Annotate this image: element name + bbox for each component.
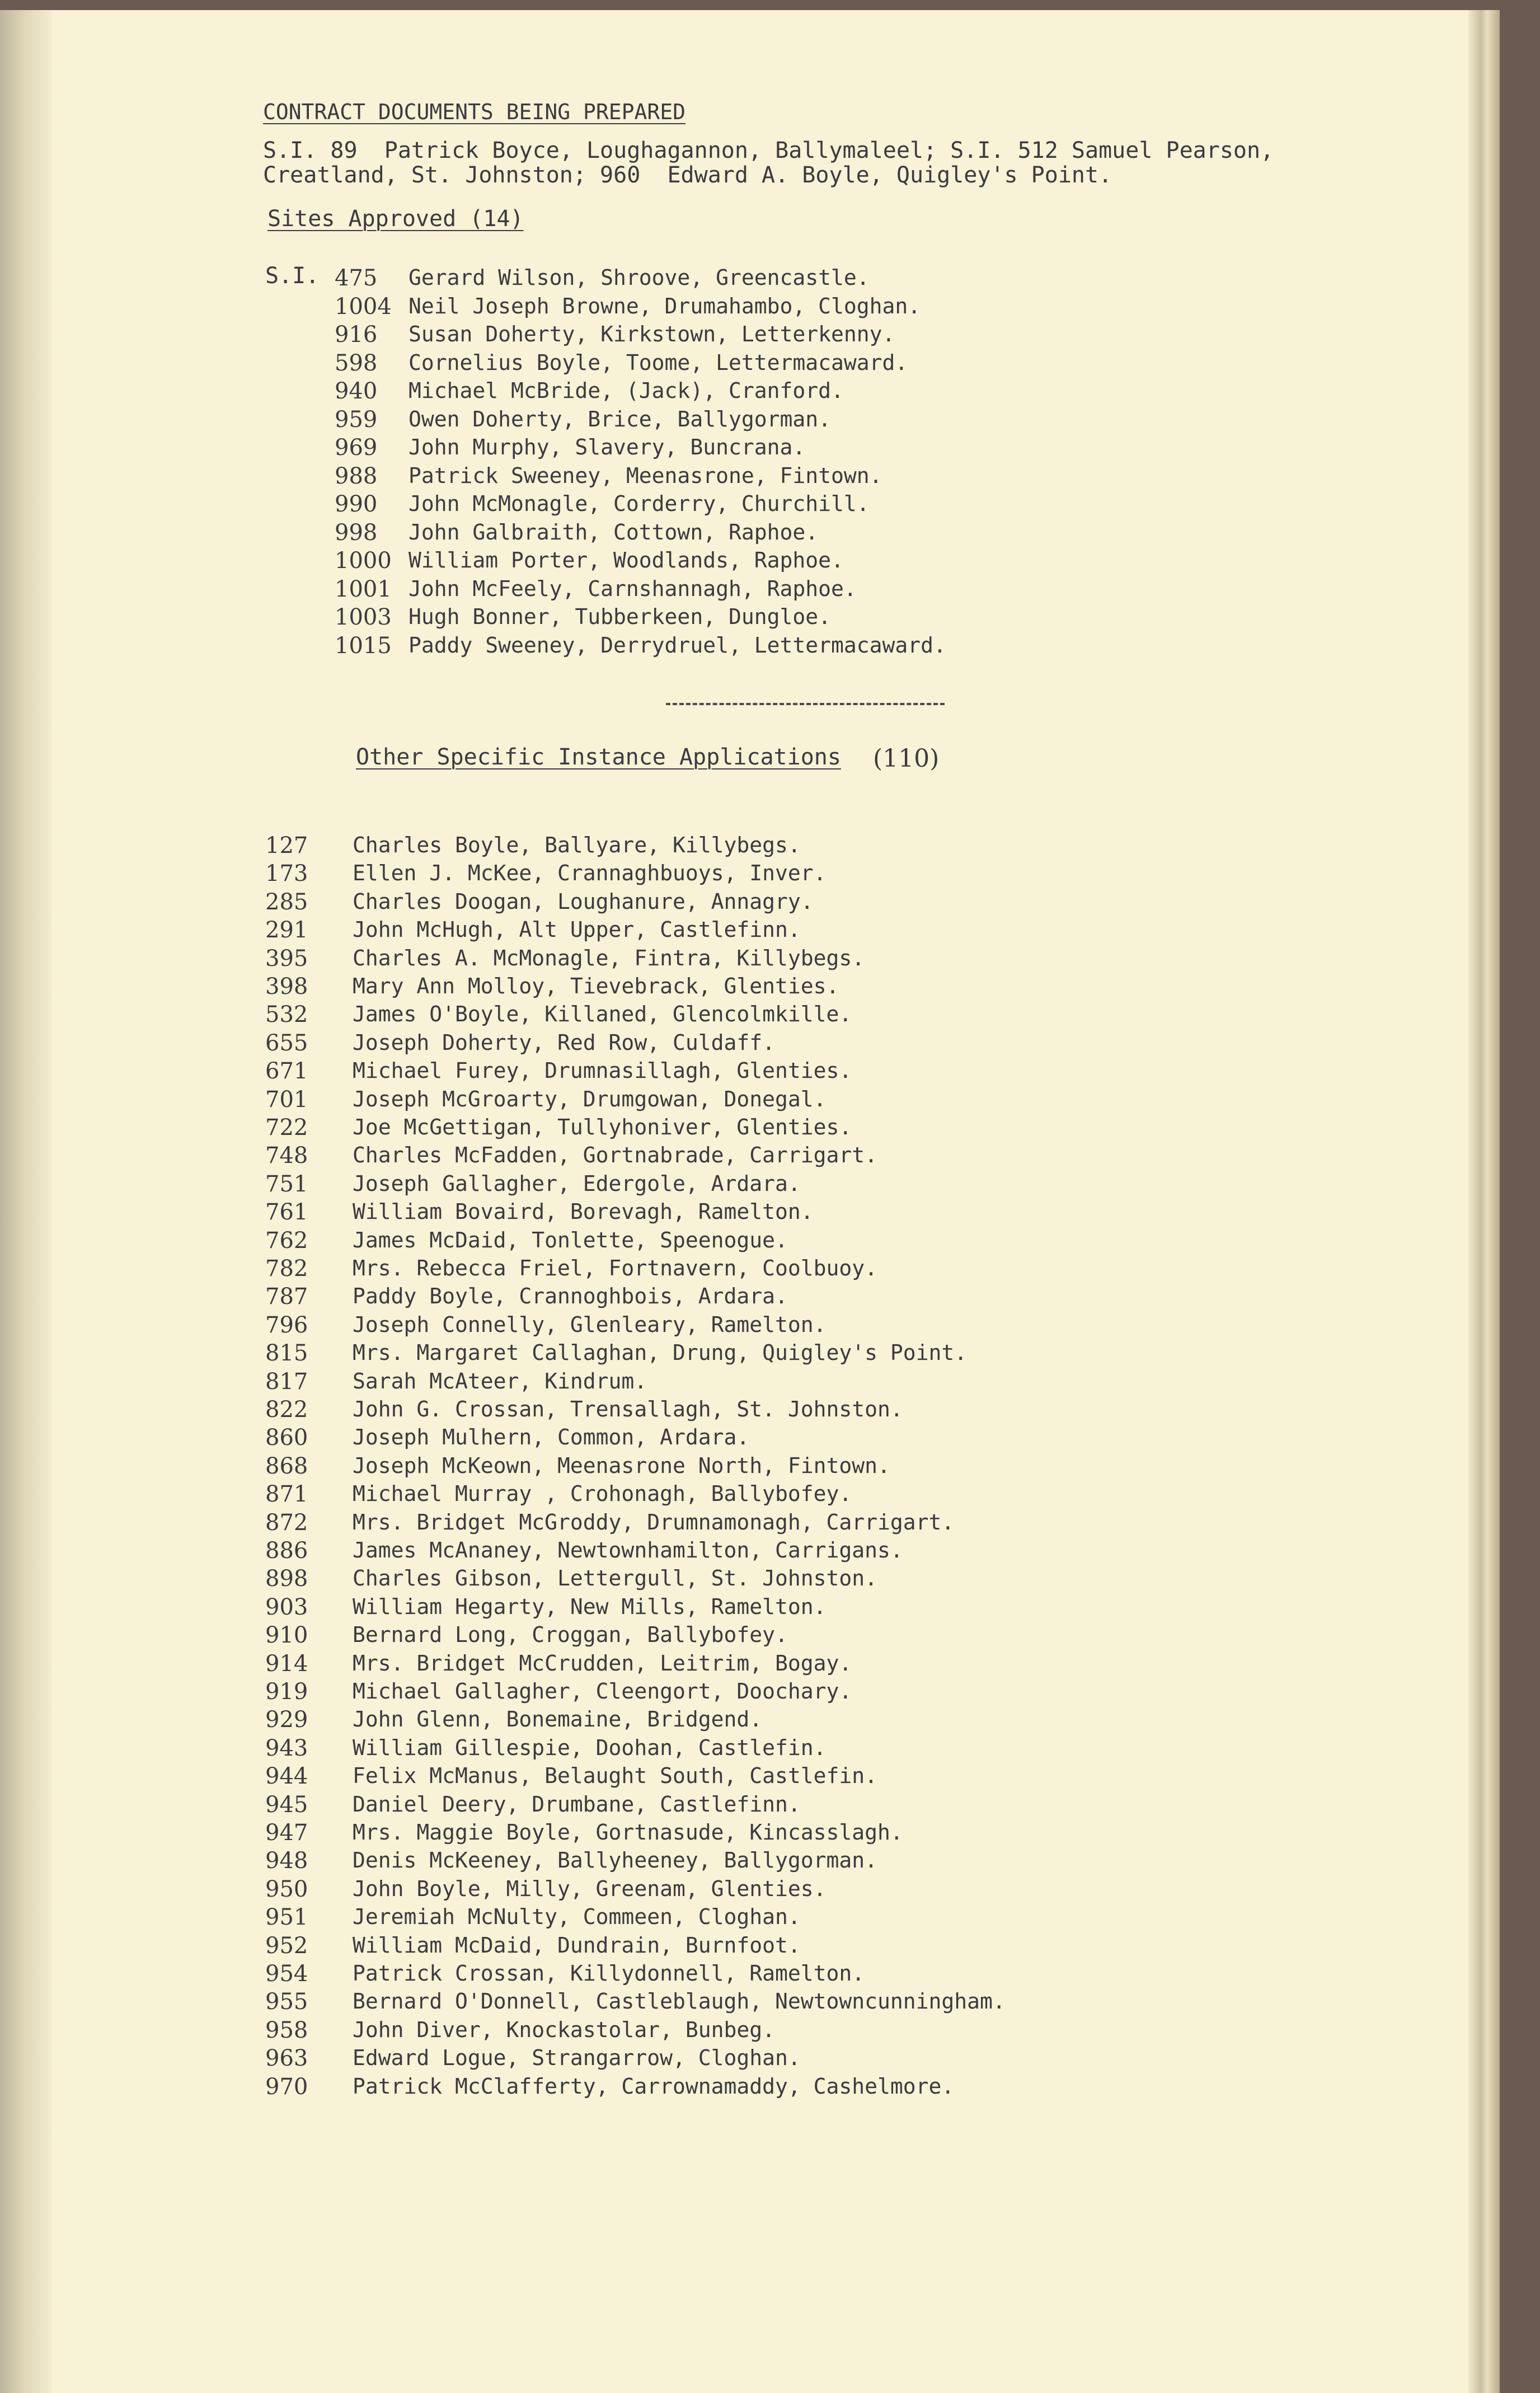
item-number: 940 bbox=[335, 378, 378, 404]
item-text: Mrs. Margaret Callaghan, Drung, Quigley's Point. bbox=[353, 1340, 968, 1366]
list-item bbox=[0, 1989, 1500, 2016]
item-number: 398 bbox=[265, 974, 308, 1000]
list-item bbox=[0, 1933, 1500, 1960]
item-number: 860 bbox=[265, 1425, 308, 1451]
item-number: 970 bbox=[265, 2073, 308, 2100]
item-text: Michael Gallagher, Cleengort, Doochary. bbox=[353, 1679, 852, 1704]
item-number: 871 bbox=[265, 1481, 308, 1508]
list-item bbox=[0, 294, 1500, 321]
item-text: Mrs. Bridget McCrudden, Leitrim, Bogay. bbox=[353, 1650, 852, 1676]
item-number: 701 bbox=[265, 1086, 308, 1113]
list-item bbox=[0, 1651, 1500, 1678]
list-item bbox=[0, 1481, 1500, 1508]
item-number: 919 bbox=[265, 1679, 308, 1705]
item-number: 817 bbox=[265, 1368, 308, 1395]
list-item bbox=[0, 463, 1500, 490]
item-text: William Bovaird, Borevagh, Ramelton. bbox=[353, 1199, 814, 1224]
item-text: Patrick Crossan, Killydonnell, Ramelton. bbox=[353, 1961, 865, 1986]
list-item bbox=[0, 576, 1500, 603]
list-item bbox=[0, 1820, 1500, 1847]
item-text: Paddy Boyle, Crannoghbois, Ardara. bbox=[353, 1284, 788, 1309]
item-text: Mrs. Bridget McGroddy, Drumnamonagh, Carrigart. bbox=[353, 1509, 955, 1535]
item-number: 998 bbox=[335, 519, 378, 546]
list-item bbox=[0, 1510, 1500, 1537]
list-item bbox=[0, 1002, 1500, 1029]
item-text: Joseph Mulhern, Common, Ardara. bbox=[353, 1425, 750, 1450]
item-text: Hugh Bonner, Tubberkeen, Dungloe. bbox=[409, 604, 831, 629]
item-text: Felix McManus, Belaught South, Castlefin. bbox=[353, 1763, 877, 1789]
item-text: Daniel Deery, Drumbane, Castlefinn. bbox=[353, 1791, 801, 1817]
item-text: James McAnaney, Newtownhamilton, Carrigans. bbox=[353, 1538, 903, 1563]
list-item bbox=[0, 322, 1500, 349]
item-text: John McMonagle, Corderry, Churchill. bbox=[409, 491, 870, 516]
list-item bbox=[0, 1594, 1500, 1621]
list-item bbox=[0, 1171, 1500, 1198]
sites-prefix: S.I. bbox=[265, 263, 320, 289]
item-number: 395 bbox=[265, 945, 308, 972]
list-item bbox=[0, 491, 1500, 518]
list-item bbox=[0, 974, 1500, 1001]
item-text: Charles Boyle, Ballyare, Killybegs. bbox=[353, 833, 801, 857]
list-item bbox=[0, 1425, 1500, 1452]
item-text: Neil Joseph Browne, Drumahambo, Cloghan. bbox=[409, 293, 921, 318]
item-text: Cornelius Boyle, Toome, Lettermacaward. bbox=[409, 350, 908, 375]
item-text: Charles Gibson, Lettergull, St. Johnston. bbox=[353, 1566, 877, 1591]
list-item bbox=[0, 1622, 1500, 1649]
item-text: John Diver, Knockastolar, Bunbeg. bbox=[353, 2017, 775, 2042]
list-item bbox=[0, 1369, 1500, 1396]
list-item bbox=[0, 1256, 1500, 1283]
list-item bbox=[0, 1087, 1500, 1114]
list-item bbox=[0, 1566, 1500, 1593]
list-item bbox=[0, 2074, 1500, 2101]
list-item bbox=[0, 1030, 1500, 1057]
list-item bbox=[0, 917, 1500, 944]
item-text: William Hegarty, New Mills, Ramelton. bbox=[353, 1594, 827, 1619]
item-number: 945 bbox=[265, 1791, 308, 1818]
item-text: William Gillespie, Doohan, Castlefin. bbox=[353, 1735, 827, 1760]
item-number: 963 bbox=[265, 2045, 308, 2072]
item-text: Patrick McClafferty, Carrownamaddy, Cashelmore. bbox=[353, 2073, 955, 2099]
item-number: 532 bbox=[265, 1002, 308, 1028]
item-text: Patrick Sweeney, Meenasrone, Fintown. bbox=[409, 463, 882, 488]
item-number: 886 bbox=[265, 1538, 308, 1564]
list-item bbox=[0, 1199, 1500, 1226]
item-text: Mrs. Rebecca Friel, Fortnavern, Coolbuoy. bbox=[353, 1256, 877, 1280]
item-text: Paddy Sweeney, Derrydruel, Lettermacaward. bbox=[409, 632, 946, 658]
item-number: 1000 bbox=[335, 548, 392, 574]
item-number: 958 bbox=[265, 2017, 308, 2043]
item-text: Michael Furey, Drumnasillagh, Glenties. bbox=[353, 1058, 852, 1083]
item-text: John McHugh, Alt Upper, Castlefinn. bbox=[353, 917, 801, 942]
item-text: John Murphy, Slavery, Buncrana. bbox=[409, 435, 806, 459]
item-number: 914 bbox=[265, 1650, 308, 1677]
list-item bbox=[0, 1397, 1500, 1424]
item-number: 787 bbox=[265, 1284, 308, 1310]
item-text: John G. Crossan, Trensallagh, St. Johnston. bbox=[353, 1397, 903, 1421]
item-number: 969 bbox=[335, 435, 378, 461]
list-item bbox=[0, 265, 1500, 292]
item-number: 475 bbox=[335, 265, 378, 291]
list-item bbox=[0, 1453, 1500, 1480]
item-text: Michael McBride, (Jack), Cranford. bbox=[409, 378, 844, 403]
list-item bbox=[0, 1228, 1500, 1255]
contract-line-2: Creatland, St. Johnston; 960 Edward A. Boyle, Quigley's Point. bbox=[263, 162, 1112, 188]
item-text: Denis McKeeney, Ballyheeney, Ballygorman. bbox=[353, 1848, 877, 1873]
list-item bbox=[0, 1143, 1500, 1170]
item-text: Owen Doherty, Brice, Ballygorman. bbox=[409, 406, 831, 431]
item-text: Bernard O'Donnell, Castleblaugh, Newtowncunningham. bbox=[353, 1989, 1006, 2014]
item-text: James O'Boyle, Killaned, Glencolmkille. bbox=[353, 1002, 852, 1027]
item-text: Jeremiah McNulty, Commeen, Cloghan. bbox=[353, 1904, 801, 1930]
item-number: 944 bbox=[265, 1763, 308, 1790]
list-item bbox=[0, 520, 1500, 547]
item-text: Joseph Gallagher, Edergole, Ardara. bbox=[353, 1171, 801, 1196]
list-item bbox=[0, 1735, 1500, 1762]
item-number: 943 bbox=[265, 1735, 308, 1761]
item-number: 796 bbox=[265, 1312, 308, 1338]
item-number: 947 bbox=[265, 1820, 308, 1846]
list-item bbox=[0, 1763, 1500, 1790]
list-item bbox=[0, 1538, 1500, 1565]
item-number: 929 bbox=[265, 1707, 308, 1733]
item-number: 748 bbox=[265, 1143, 308, 1169]
item-text: John Boyle, Milly, Greenam, Glenties. bbox=[353, 1876, 827, 1901]
item-text: Edward Logue, Strangarrow, Cloghan. bbox=[353, 2045, 801, 2071]
item-text: Mary Ann Molloy, Tievebrack, Glenties. bbox=[353, 974, 839, 998]
item-number: 598 bbox=[335, 350, 378, 376]
item-number: 671 bbox=[265, 1058, 308, 1085]
list-item bbox=[0, 1848, 1500, 1875]
item-text: John Galbraith, Cottown, Raphoe. bbox=[409, 519, 819, 545]
item-text: Mrs. Maggie Boyle, Gortnasude, Kincasslagh. bbox=[353, 1820, 903, 1845]
list-item bbox=[0, 946, 1500, 973]
item-number: 1001 bbox=[335, 576, 392, 602]
contract-heading: CONTRACT DOCUMENTS BEING PREPARED bbox=[263, 100, 686, 124]
item-text: Charles A. McMonagle, Fintra, Killybegs. bbox=[353, 945, 865, 970]
list-item bbox=[0, 604, 1500, 631]
list-item bbox=[0, 350, 1500, 377]
item-number: 1015 bbox=[335, 632, 392, 659]
item-text: Joseph Doherty, Red Row, Culdaff. bbox=[353, 1030, 775, 1055]
item-number: 722 bbox=[265, 1115, 308, 1141]
item-number: 822 bbox=[265, 1397, 308, 1423]
list-item bbox=[0, 2045, 1500, 2072]
item-number: 291 bbox=[265, 917, 308, 944]
item-number: 655 bbox=[265, 1030, 308, 1056]
item-text: James McDaid, Tonlette, Speenogue. bbox=[353, 1227, 788, 1252]
list-item bbox=[0, 1679, 1500, 1706]
list-item bbox=[0, 833, 1500, 860]
item-number: 815 bbox=[265, 1340, 308, 1367]
item-number: 872 bbox=[265, 1509, 308, 1536]
item-number: 990 bbox=[335, 491, 378, 517]
other-heading: Other Specific Instance Applications bbox=[356, 744, 841, 770]
item-number: 1003 bbox=[335, 604, 392, 630]
item-text: Joseph McKeown, Meenasrone North, Fintown. bbox=[353, 1453, 890, 1478]
document-page bbox=[0, 10, 1500, 2393]
item-text: Ellen J. McKee, Crannaghbuoys, Inver. bbox=[353, 861, 827, 886]
item-text: William McDaid, Dundrain, Burnfoot. bbox=[353, 1932, 801, 1958]
item-text: Joseph Connelly, Glenleary, Ramelton. bbox=[353, 1312, 827, 1337]
item-number: 898 bbox=[265, 1566, 308, 1592]
list-item bbox=[0, 861, 1500, 888]
item-number: 988 bbox=[335, 463, 378, 489]
section-divider bbox=[666, 703, 945, 705]
item-number: 761 bbox=[265, 1199, 308, 1226]
item-text: Susan Doherty, Kirkstown, Letterkenny. bbox=[409, 322, 895, 346]
list-item bbox=[0, 1312, 1500, 1339]
list-item bbox=[0, 407, 1500, 434]
list-item bbox=[0, 2017, 1500, 2044]
list-item bbox=[0, 633, 1500, 660]
item-number: 868 bbox=[265, 1453, 308, 1479]
list-item bbox=[0, 1284, 1500, 1311]
item-number: 955 bbox=[265, 1989, 308, 2015]
item-text: John McFeely, Carnshannagh, Raphoe. bbox=[409, 576, 857, 601]
other-count: (110) bbox=[873, 744, 940, 773]
item-text: Joe McGettigan, Tullyhoniver, Glenties. bbox=[353, 1115, 852, 1139]
item-text: Sarah McAteer, Kindrum. bbox=[353, 1368, 647, 1393]
list-item bbox=[0, 548, 1500, 575]
item-text: Michael Murray , Crohonagh, Ballybofey. bbox=[353, 1481, 852, 1507]
list-item bbox=[0, 1876, 1500, 1903]
item-number: 950 bbox=[265, 1876, 308, 1902]
item-text: Charles Doogan, Loughanure, Annagry. bbox=[353, 889, 814, 914]
list-item bbox=[0, 1961, 1500, 1988]
item-number: 954 bbox=[265, 1961, 308, 1987]
item-number: 285 bbox=[265, 889, 308, 915]
item-number: 782 bbox=[265, 1256, 308, 1282]
sites-heading: Sites Approved (14) bbox=[267, 206, 524, 232]
item-number: 948 bbox=[265, 1848, 308, 1874]
item-number: 952 bbox=[265, 1932, 308, 1959]
item-text: John Glenn, Bonemaine, Bridgend. bbox=[353, 1707, 763, 1732]
item-number: 910 bbox=[265, 1622, 308, 1649]
list-item bbox=[0, 1904, 1500, 1931]
item-number: 1004 bbox=[335, 293, 392, 320]
item-text: Joseph McGroarty, Drumgowan, Donegal. bbox=[353, 1086, 827, 1111]
list-item bbox=[0, 1340, 1500, 1367]
item-text: Charles McFadden, Gortnabrade, Carrigart. bbox=[353, 1143, 877, 1168]
item-number: 959 bbox=[335, 406, 378, 433]
list-item bbox=[0, 378, 1500, 405]
item-text: Bernard Long, Croggan, Ballybofey. bbox=[353, 1622, 788, 1648]
list-item bbox=[0, 1115, 1500, 1142]
list-item bbox=[0, 435, 1500, 462]
item-number: 127 bbox=[265, 833, 308, 858]
item-text: Gerard Wilson, Shroove, Greencastle. bbox=[409, 265, 870, 290]
item-number: 916 bbox=[335, 322, 378, 348]
item-number: 903 bbox=[265, 1594, 308, 1620]
item-text: William Porter, Woodlands, Raphoe. bbox=[409, 548, 844, 573]
list-item bbox=[0, 1707, 1500, 1734]
item-number: 751 bbox=[265, 1171, 308, 1197]
item-number: 173 bbox=[265, 861, 308, 887]
list-item bbox=[0, 889, 1500, 916]
item-number: 762 bbox=[265, 1227, 308, 1254]
list-item bbox=[0, 1792, 1500, 1819]
contract-line-1: S.I. 89 Patrick Boyce, Loughagannon, Ballymaleel; S.I. 512 Samuel Pearson, bbox=[263, 138, 1274, 163]
list-item bbox=[0, 1058, 1500, 1085]
item-number: 951 bbox=[265, 1904, 308, 1931]
